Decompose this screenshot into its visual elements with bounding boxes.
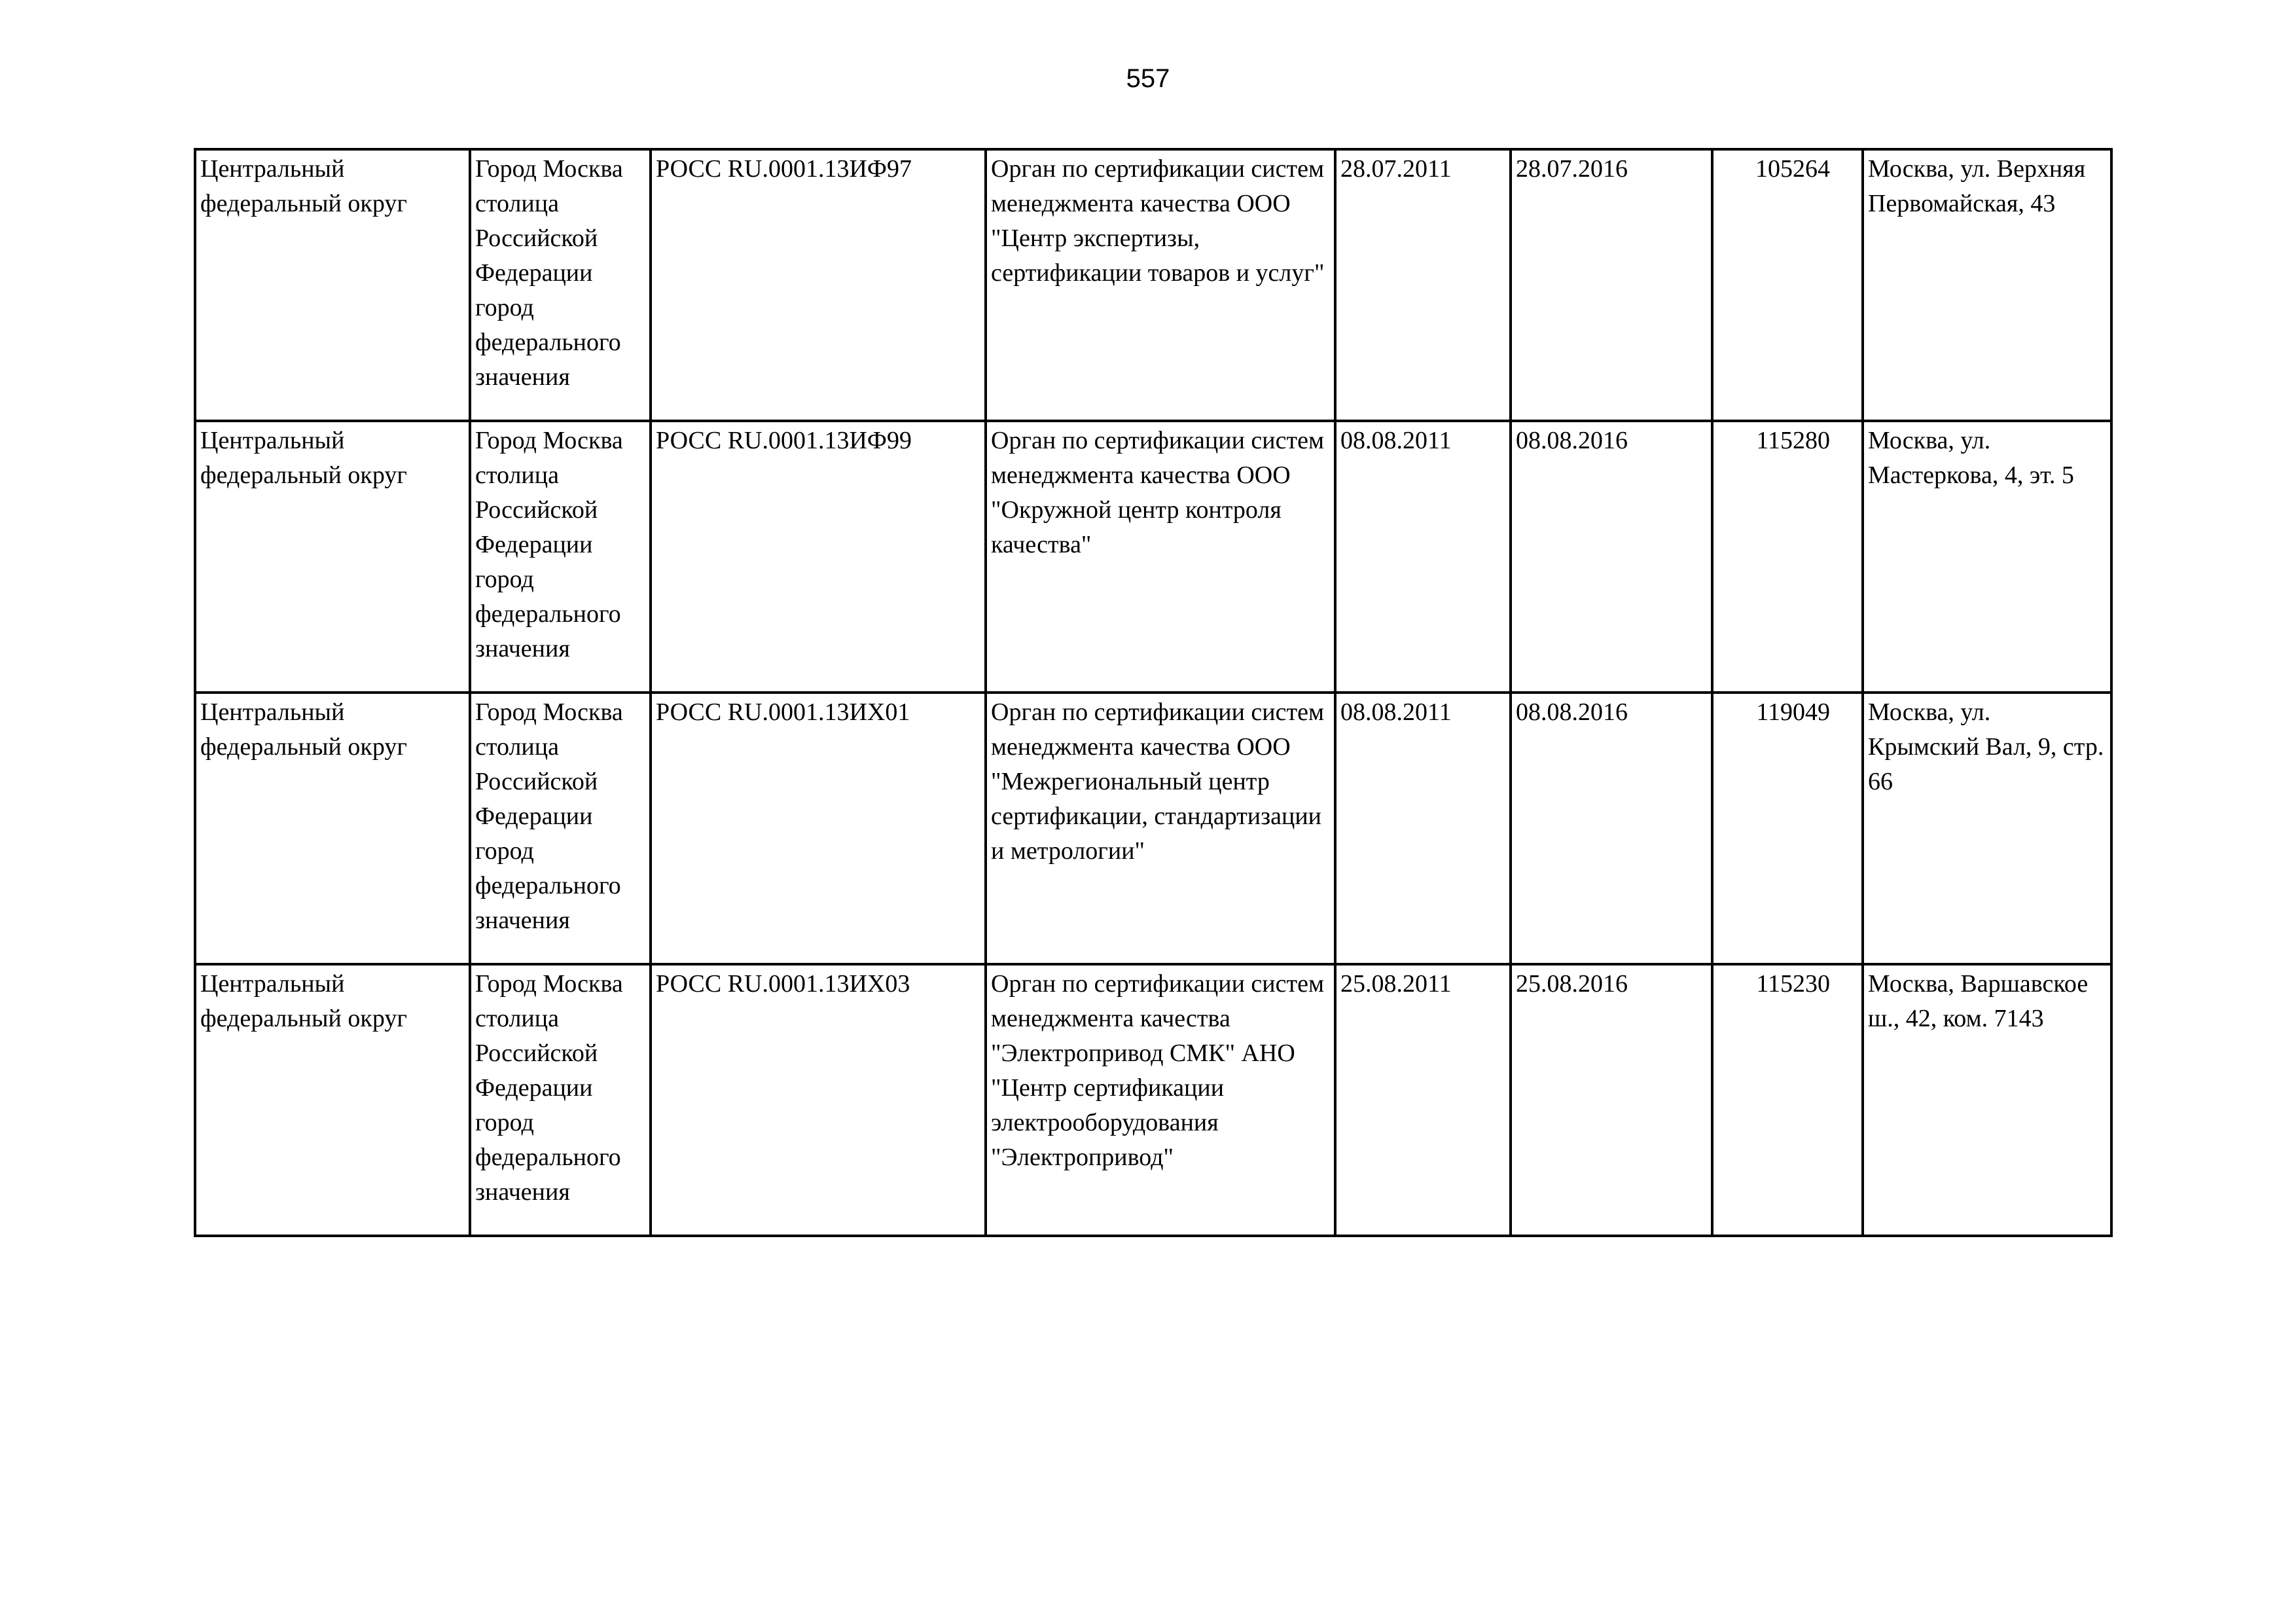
table-row bbox=[195, 149, 2111, 421]
district-cell: Центральный федеральный округ bbox=[195, 149, 470, 421]
organization-cell: Орган по сертификации систем менеджмента качества ООО "Окружной центр контроля качества" bbox=[986, 421, 1335, 693]
postcode-cell: 115230 bbox=[1712, 964, 1863, 1236]
postcode-cell: 105264 bbox=[1712, 149, 1863, 421]
date-issued-cell: 25.08.2011 bbox=[1335, 964, 1511, 1236]
organization-cell: Орган по сертификации систем менеджмента качества "Электропривод СМК" АНО "Центр сертификации электрооборудования "Электропривод" bbox=[986, 964, 1335, 1236]
address-cell: Москва, ул. Верхняя Первомайская, 43 bbox=[1863, 149, 2111, 421]
reg-number-cell: РОСС RU.0001.13ИХ03 bbox=[651, 964, 986, 1236]
reg-number-cell: РОСС RU.0001.13ИФ99 bbox=[651, 421, 986, 693]
region-cell: Город Москва столица Российской Федерации город федерального значения bbox=[470, 693, 651, 964]
address-cell: Москва, ул. Крымский Вал, 9, стр. 66 bbox=[1863, 693, 2111, 964]
district-cell: Центральный федеральный округ bbox=[195, 693, 470, 964]
date-valid-cell: 08.08.2016 bbox=[1511, 421, 1712, 693]
date-valid-cell: 28.07.2016 bbox=[1511, 149, 1712, 421]
table-row bbox=[195, 693, 2111, 964]
date-issued-cell: 28.07.2011 bbox=[1335, 149, 1511, 421]
reg-number-cell: РОСС RU.0001.13ИФ97 bbox=[651, 149, 986, 421]
date-issued-cell: 08.08.2011 bbox=[1335, 421, 1511, 693]
district-cell: Центральный федеральный округ bbox=[195, 421, 470, 693]
organization-cell: Орган по сертификации систем менеджмента качества ООО "Межрегиональный центр сертификации, стандартизации и метрологии" bbox=[986, 693, 1335, 964]
address-cell: Москва, ул. Мастеркова, 4, эт. 5 bbox=[1863, 421, 2111, 693]
page-number: 557 bbox=[1126, 64, 1170, 93]
date-valid-cell: 08.08.2016 bbox=[1511, 693, 1712, 964]
postcode-cell: 115280 bbox=[1712, 421, 1863, 693]
address-cell: Москва, Варшавское ш., 42, ком. 7143 bbox=[1863, 964, 2111, 1236]
district-cell: Центральный федеральный округ bbox=[195, 964, 470, 1236]
date-issued-cell: 08.08.2011 bbox=[1335, 693, 1511, 964]
organization-cell: Орган по сертификации систем менеджмента качества ООО "Центр экспертизы, сертификации товаров и услуг" bbox=[986, 149, 1335, 421]
date-valid-cell: 25.08.2016 bbox=[1511, 964, 1712, 1236]
region-cell: Город Москва столица Российской Федерации город федерального значения bbox=[470, 149, 651, 421]
reg-number-cell: РОСС RU.0001.13ИХ01 bbox=[651, 693, 986, 964]
certification-registry-table bbox=[194, 148, 2113, 1237]
region-cell: Город Москва столица Российской Федерации город федерального значения bbox=[470, 964, 651, 1236]
table-row bbox=[195, 964, 2111, 1236]
table-row bbox=[195, 421, 2111, 693]
region-cell: Город Москва столица Российской Федерации город федерального значения bbox=[470, 421, 651, 693]
postcode-cell: 119049 bbox=[1712, 693, 1863, 964]
